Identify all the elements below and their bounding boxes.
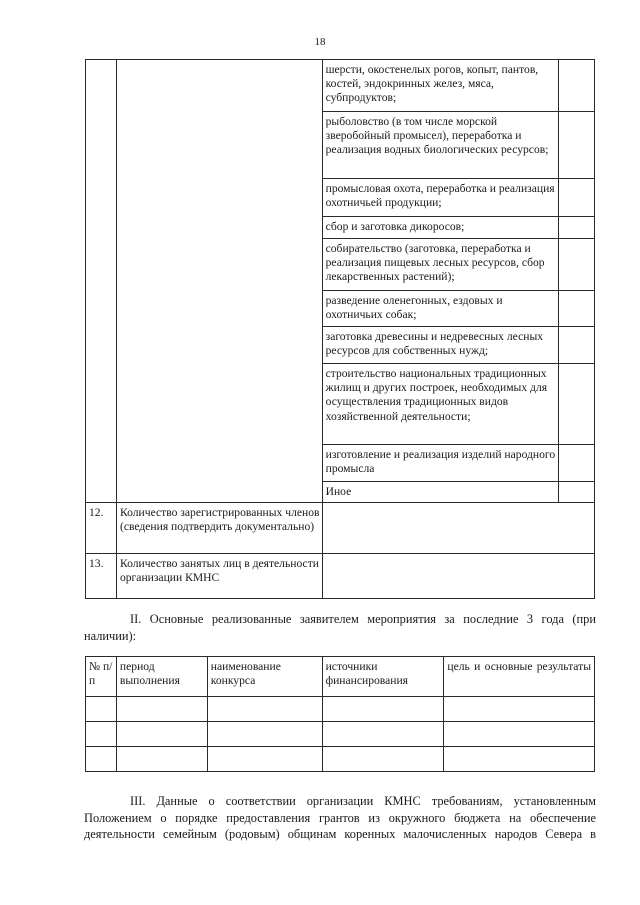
- table-row: [86, 697, 595, 722]
- row-label: Количество зарегистрированных членов (сведения подтвердить документально): [116, 503, 322, 554]
- table-row: [86, 722, 595, 747]
- cell-label-continued: [116, 60, 322, 503]
- header-period: период выполнения: [116, 657, 207, 697]
- activity-check-cell[interactable]: [559, 364, 595, 445]
- section-2-text: II. Основные реализованные заявителем мероприятия за последние 3 года (при наличии):: [84, 612, 596, 643]
- table-cell[interactable]: [207, 722, 322, 747]
- activity-check-cell[interactable]: [559, 291, 595, 327]
- activity-item: рыболовство (в том числе морской зверобойный промысел), переработка и реализация водных биологических ресурсов;: [322, 112, 558, 179]
- activity-item: Иное: [322, 482, 558, 503]
- row-label: Количество занятых лиц в деятельности организации КМНС: [116, 554, 322, 599]
- activity-check-cell[interactable]: [559, 445, 595, 482]
- activity-item: сбор и заготовка дикоросов;: [322, 217, 558, 239]
- table-cell[interactable]: [116, 747, 207, 772]
- header-contest: наименование конкурса: [207, 657, 322, 697]
- table-row: [86, 554, 595, 599]
- activity-check-cell[interactable]: [559, 217, 595, 239]
- activity-check-cell[interactable]: [559, 112, 595, 179]
- activity-check-cell[interactable]: [559, 179, 595, 217]
- section-3-text: III. Данные о соответствии организации КМНС требованиям, установленным Положением о порядке предоставления грантов из окружного бюджета на обеспечение деятельности семейным (родовым) общинам коренных малочисленных народов Севера в: [84, 794, 596, 841]
- activity-item: шерсти, окостенелых рогов, копыт, пантов, костей, эндокринных желез, мяса, субпродуктов;: [322, 60, 558, 112]
- section-3-paragraph: [84, 793, 596, 843]
- table-cell[interactable]: [86, 697, 117, 722]
- organization-info-table: [85, 59, 595, 599]
- header-num: № п/п: [86, 657, 117, 697]
- table-cell[interactable]: [86, 747, 117, 772]
- table-cell[interactable]: [207, 697, 322, 722]
- activity-check-cell[interactable]: [559, 327, 595, 364]
- table-cell[interactable]: [116, 697, 207, 722]
- header-sources: источники финансирования: [322, 657, 444, 697]
- table-cell[interactable]: [322, 747, 444, 772]
- activity-item: промысловая охота, переработка и реализация охотничьей продукции;: [322, 179, 558, 217]
- activity-item: изготовление и реализация изделий народного промысла: [322, 445, 558, 482]
- table-cell[interactable]: [322, 697, 444, 722]
- table-header-row: [86, 657, 595, 697]
- table-row: [86, 747, 595, 772]
- activity-item: разведение оленегонных, ездовых и охотничьих собак;: [322, 291, 558, 327]
- activity-item: заготовка древесины и недревесных лесных ресурсов для собственных нужд;: [322, 327, 558, 364]
- table-cell[interactable]: [322, 722, 444, 747]
- table-cell[interactable]: [86, 722, 117, 747]
- table-cell[interactable]: [116, 722, 207, 747]
- section-2-heading: [84, 611, 596, 644]
- row-number: 13.: [86, 554, 117, 599]
- table-row: [86, 60, 595, 112]
- row-number: 12.: [86, 503, 117, 554]
- activity-item: строительство национальных традиционных жилищ и других построек, необходимых для осуществления традиционных видов хозяйственной деятельности;: [322, 364, 558, 445]
- activity-item: собирательство (заготовка, переработка и реализация пищевых лесных ресурсов, сбор лекарственных растений);: [322, 239, 558, 291]
- header-goal: цель и основные результаты: [444, 657, 595, 697]
- value-cell[interactable]: [322, 554, 594, 599]
- activities-table: [85, 656, 595, 772]
- table-row: [86, 503, 595, 554]
- table-cell[interactable]: [444, 722, 595, 747]
- activity-check-cell[interactable]: [559, 482, 595, 503]
- cell-num-continued: [86, 60, 117, 503]
- page-number: 18: [314, 36, 326, 48]
- value-cell[interactable]: [322, 503, 594, 554]
- table-cell[interactable]: [444, 697, 595, 722]
- table-cell[interactable]: [207, 747, 322, 772]
- activity-check-cell[interactable]: [559, 239, 595, 291]
- activity-check-cell[interactable]: [559, 60, 595, 112]
- table-cell[interactable]: [444, 747, 595, 772]
